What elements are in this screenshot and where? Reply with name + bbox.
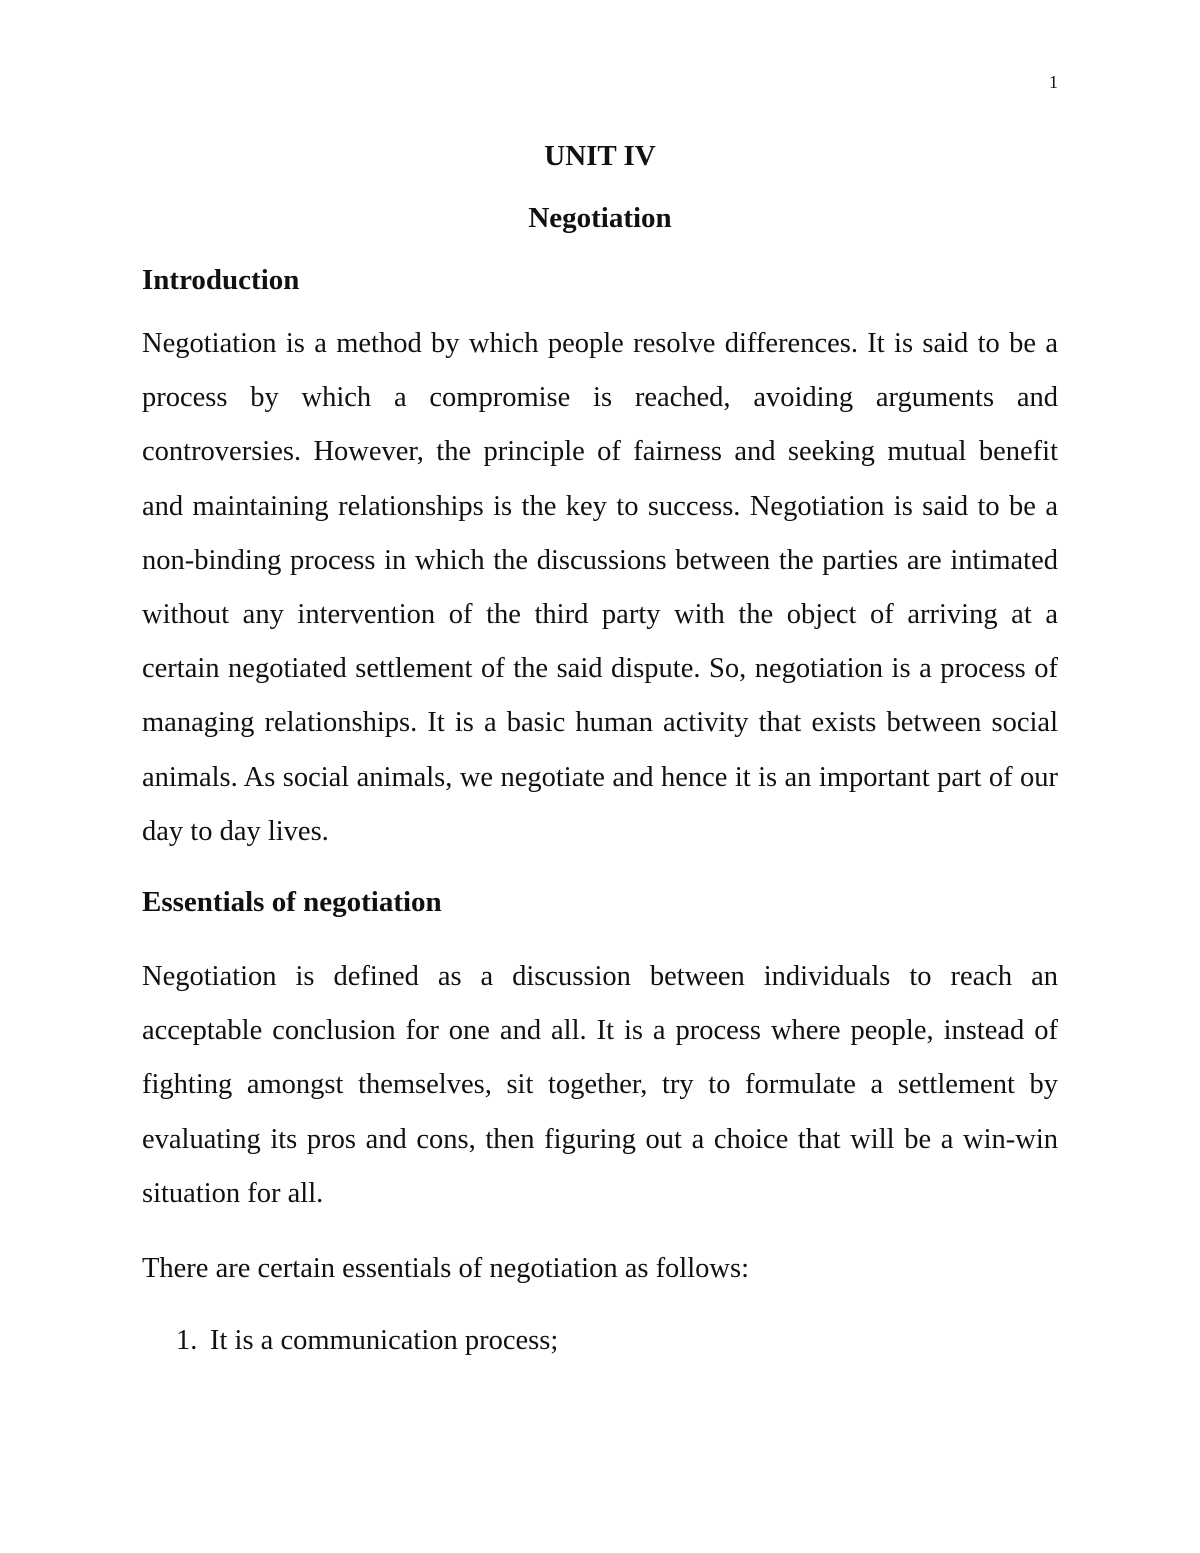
section-heading-introduction: Introduction: [142, 264, 300, 296]
introduction-paragraph: Negotiation is a method by which people resolve differences. It is said to be a process by which a compromise is reached, avoiding arguments and controversies. However, the principle of fairness and seeking mutual benefit and maintaining relationships is the key to success. Negotiation is said to be a non-binding process in which the discussions between the parties are intimated without any intervention of the third party with the object of arriving at a certain negotiated settlement of the said dispute. So, negotiation is a process of managing relationships. It is a basic human activity that exists between social animals. As social animals, we negotiate and hence it is an important part of our day to day lives.: [142, 328, 1058, 847]
essentials-intro-line: There are certain essentials of negotiation as follows:: [142, 1253, 749, 1284]
document-title: Negotiation: [528, 202, 672, 234]
page-number: 1: [1049, 72, 1058, 92]
list-item-number: 1.: [176, 1325, 198, 1356]
list-item-text: It is a communication process;: [210, 1325, 559, 1356]
essentials-paragraph: Negotiation is defined as a discussion between individuals to reach an acceptable conclusion for one and all. It is a process where people, instead of fighting amongst themselves, sit together, try to formulate a settlement by evaluating its pros and cons, then figuring out a choice that will be a win-win situation for all.: [142, 961, 1058, 1209]
unit-title: UNIT IV: [544, 140, 656, 172]
section-heading-essentials: Essentials of negotiation: [142, 886, 442, 918]
list-item: [176, 1325, 558, 1357]
